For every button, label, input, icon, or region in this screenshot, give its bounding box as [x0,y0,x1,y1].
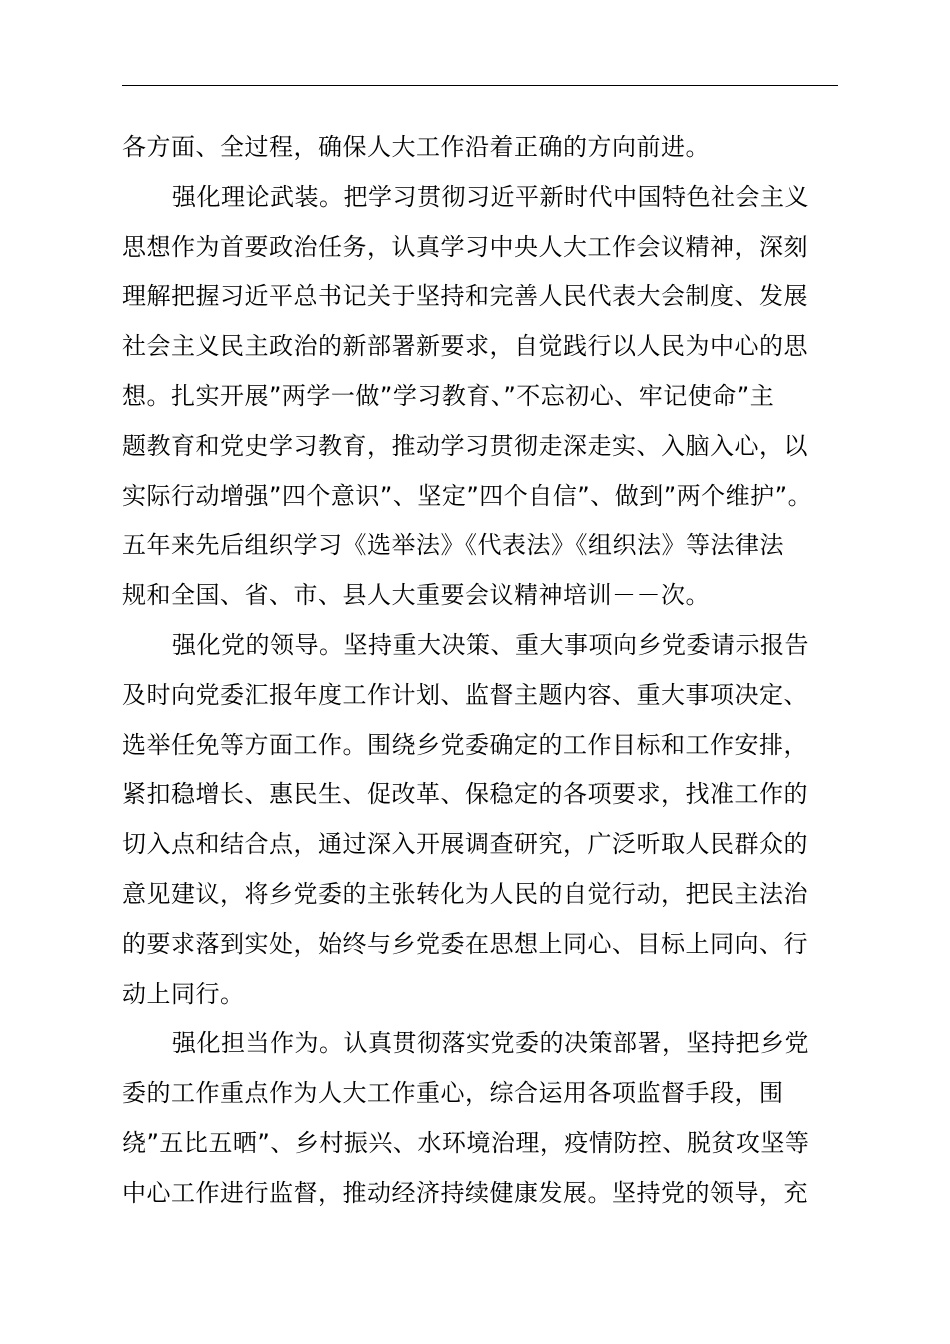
text-line: 想。扎实开展”两学一做”学习教育、”不忘初心、牢记使命”主 [122,381,775,410]
text-line: 理解把握习近平总书记关于坚持和完善人民代表大会制度、发展 [122,282,808,311]
paragraph-start-line: 强化担当作为。认真贯彻落实党委的决策部署，坚持把乡党 [172,1029,809,1058]
text-line: 中心工作进行监督，推动经济持续健康发展。坚持党的领导，充 [122,1178,808,1207]
text-line: 的要求落到实处，始终与乡党委在思想上同心、目标上同向、行 [122,929,808,958]
document-body [122,123,838,1219]
text-line: 社会主义民主政治的新部署新要求，自觉践行以人民为中心的思 [122,332,808,361]
text-line: 动上同行。 [122,979,245,1008]
text-line: 思想作为首要政治任务，认真学习中央人大工作会议精神，深刻 [122,232,808,261]
header-rule [122,85,838,86]
text-line: 实际行动增强”四个意识”、坚定”四个自信”、做到”两个维护”。 [122,481,813,510]
text-line: 各方面、全过程，确保人大工作沿着正确的方向前进。 [122,133,710,161]
text-line: 及时向党委汇报年度工作计划、监督主题内容、重大事项决定、 [122,680,808,709]
text-line: 委的工作重点作为人大工作重心，综合运用各项监督手段，围 [122,1079,784,1108]
text-line: 选举任免等方面工作。围绕乡党委确定的工作目标和工作安排， [122,730,808,759]
text-line: 意见建议，将乡党委的主张转化为人民的自觉行动，把民主法治 [122,879,808,908]
text-line: 绕”五比五晒”、乡村振兴、水环境治理，疫情防控、脱贫攻坚等 [122,1128,810,1157]
text-line: 紧扣稳增长、惠民生、促改革、保稳定的各项要求，找准工作的 [122,780,808,809]
text-line: 五年来先后组织学习《选举法》《代表法》《组织法》等法律法 [122,531,784,560]
text-line: 切入点和结合点，通过深入开展调查研究，广泛听取人民群众的 [122,830,808,859]
text-line: 题教育和党史学习教育，推动学习贯彻走深走实、入脑入心，以 [122,431,808,460]
paragraph-start-line: 强化党的领导。坚持重大决策、重大事项向乡党委请示报告 [172,630,809,659]
text-line: 规和全国、省、市、县人大重要会议精神培训－－次。 [122,581,710,610]
paragraph-start-line: 强化理论武装。把学习贯彻习近平新时代中国特色社会主义 [172,182,809,211]
